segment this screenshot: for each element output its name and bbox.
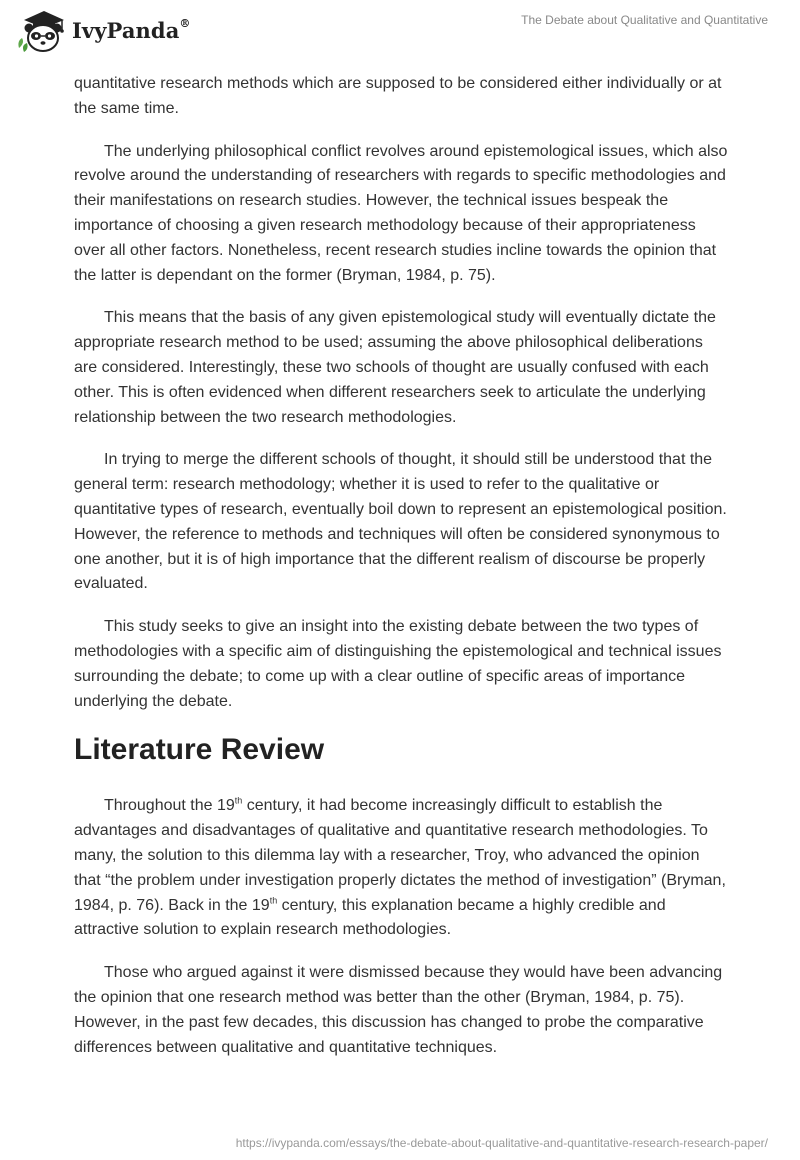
paragraph: This means that the basis of any given epistemological study will eventually dictate the appropriate research method to be used; assuming the above philosophical deliberations are considered. Interestingly, these two schools of thought are usually confused with each other. This is often evidenced when different researchers seek to articulate the underlying relationship between the two research methodologies. <box>74 309 716 426</box>
paragraph: quantitative research methods which are supposed to be considered either individually or at the same time. <box>74 75 722 117</box>
paragraph: Throughout the 19th century, it had become increasingly difficult to establish the advantages and disadvantages of qualitative and quantitative research methodologies. To many, the solution to this dilemma lay with a researcher, Troy, who advanced the opinion that “the problem under investigation properly dictates the method of investigation” (Bryman, 1984, p. 76). Back in the 19th century, this explanation became a highly credible and attractive solution to explain research methodologies. <box>74 796 726 939</box>
panda-graduate-icon <box>16 8 68 54</box>
paragraph: The underlying philosophical conflict revolves around epistemological issues, which also revolve around the understanding of researchers with regards to specific methodologies and their manifestations on research studies. However, the technical issues bespeak the importance of choosing a given research methodology because of their appropriateness over all other factors. Nonetheless, recent research studies incline towards the opinion that the latter is dependant on the former (Bryman, 1984, p. 75). <box>74 142 728 284</box>
page-header <box>0 0 800 70</box>
section-heading: Literature Review <box>74 733 325 767</box>
source-url[interactable]: https://ivypanda.com/essays/the-debate-about-qualitative-and-quantitative-research-research-paper/ <box>235 1136 768 1150</box>
logo-wordmark: IvyPanda® <box>72 16 191 43</box>
paragraph: Those who argued against it were dismissed because they would have been advancing the opinion that one research method was better than the other (Bryman, 1984, p. 75). However, in the past few decades, this discussion has changed to probe the comparative differences between qualitative and quantitative techniques. <box>74 964 723 1056</box>
paragraph: In trying to merge the different schools of thought, it should still be understood that the general term: research methodology; whether it is used to refer to the qualitative or quantitative types of research, eventually boil down to represent an epistemological position. However, the reference to methods and techniques will often be considered synonymous to one another, but it is of high importance that the different realism of discourse be properly evaluated. <box>74 451 727 593</box>
essay-body <box>74 72 728 1078</box>
ivypanda-logo[interactable] <box>16 8 191 54</box>
document-title: The Debate about Qualitative and Quantitative <box>521 13 768 27</box>
paragraph: This study seeks to give an insight into the existing debate between the two types of methodologies with a specific aim of distinguishing the epistemological and technical issues surrounding the debate; to come up with a clear outline of specific areas of importance underlying the debate. <box>74 618 722 710</box>
